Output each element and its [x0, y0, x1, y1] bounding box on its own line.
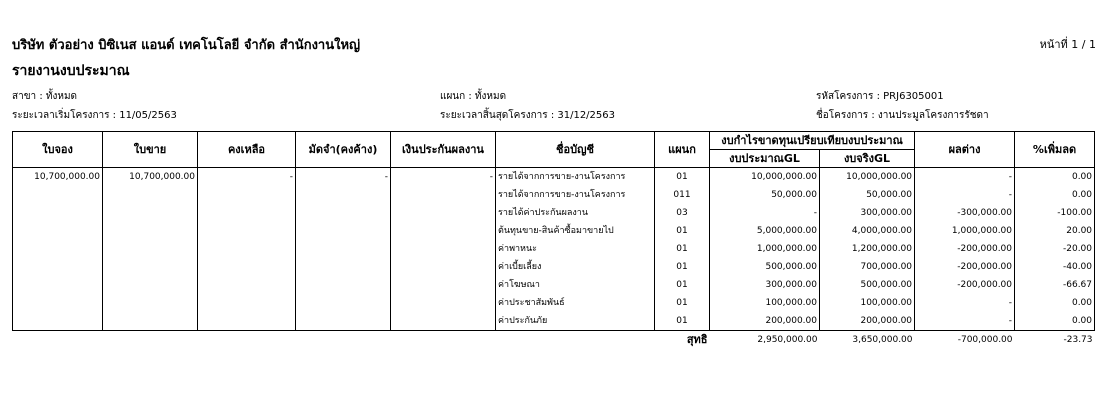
col-header-budget-gl: งบประมาณGL [710, 150, 820, 168]
account-name-cell: ค่าประชาสัมพันธ์ [496, 294, 655, 312]
dept-cell: 01 [655, 312, 710, 331]
actual-gl-cell: 200,000.00 [820, 312, 915, 331]
diff-cell: -200,000.00 [915, 258, 1015, 276]
guarantee-cell [391, 222, 496, 240]
pct-cell: -40.00 [1015, 258, 1095, 276]
budget-gl-cell: 300,000.00 [710, 276, 820, 294]
dept-cell: 03 [655, 204, 710, 222]
dept-cell: 01 [655, 222, 710, 240]
sale-cell [103, 186, 198, 204]
booking-cell [13, 186, 103, 204]
budget-gl-cell: 100,000.00 [710, 294, 820, 312]
diff-cell: 1,000,000.00 [915, 222, 1015, 240]
actual-gl-cell: 300,000.00 [820, 204, 915, 222]
dept-cell: 011 [655, 186, 710, 204]
totals-budget: 2,950,000.00 [757, 335, 818, 345]
remaining-cell [198, 186, 296, 204]
sale-cell [103, 312, 198, 331]
diff-cell: -200,000.00 [915, 240, 1015, 258]
pct-cell: 0.00 [1015, 312, 1095, 331]
actual-gl-cell: 1,200,000.00 [820, 240, 915, 258]
remaining-cell [198, 240, 296, 258]
remaining-cell: - [198, 168, 296, 187]
dept-cell: 01 [655, 258, 710, 276]
sale-cell [103, 240, 198, 258]
table-row [13, 204, 1095, 222]
actual-gl-cell: 4,000,000.00 [820, 222, 915, 240]
booking-cell [13, 276, 103, 294]
deposit-cell [296, 258, 391, 276]
deposit-cell [296, 204, 391, 222]
budget-gl-cell: - [710, 204, 820, 222]
table-row [13, 222, 1095, 240]
pct-cell: 0.00 [1015, 186, 1095, 204]
booking-cell: 10,700,000.00 [13, 168, 103, 187]
col-header-booking: ใบจอง [13, 132, 103, 168]
project-start-date: ระยะเวลาเริ่มโครงการ : 11/05/2563 [12, 110, 177, 121]
col-header-pct: %เพิ่มลด [1015, 132, 1095, 168]
diff-cell: - [915, 186, 1015, 204]
col-header-diff: ผลต่าง [915, 132, 1015, 168]
department-filter: แผนก : ทั้งหมด [440, 91, 507, 102]
actual-gl-cell: 700,000.00 [820, 258, 915, 276]
pct-cell: 0.00 [1015, 294, 1095, 312]
actual-gl-cell: 500,000.00 [820, 276, 915, 294]
remaining-cell [198, 294, 296, 312]
remaining-cell [198, 222, 296, 240]
account-name-cell: รายได้จากการขาย-งานโครงการ [496, 186, 655, 204]
col-header-actual-gl: งบจริงGL [820, 150, 915, 168]
actual-gl-cell: 10,000,000.00 [820, 168, 915, 187]
guarantee-cell [391, 240, 496, 258]
diff-cell: - [915, 294, 1015, 312]
account-name-cell: ค่าพาหนะ [496, 240, 655, 258]
booking-cell [13, 204, 103, 222]
branch-filter: สาขา : ทั้งหมด [12, 91, 78, 102]
budget-gl-cell: 10,000,000.00 [710, 168, 820, 187]
budget-gl-cell: 500,000.00 [710, 258, 820, 276]
budget-report-table [12, 131, 1095, 349]
project-code: รหัสโครงการ : PRJ6305001 [816, 91, 944, 102]
budget-gl-cell: 5,000,000.00 [710, 222, 820, 240]
deposit-cell [296, 222, 391, 240]
account-name-cell: รายได้จากการขาย-งานโครงการ [496, 168, 655, 187]
budget-gl-cell: 1,000,000.00 [710, 240, 820, 258]
table-row [13, 168, 1095, 187]
table-row [13, 258, 1095, 276]
deposit-cell [296, 294, 391, 312]
account-name-cell: ค่าโฆษณา [496, 276, 655, 294]
dept-cell: 01 [655, 168, 710, 187]
dept-cell: 01 [655, 276, 710, 294]
totals-pct: -23.73 [1063, 335, 1093, 345]
dept-cell: 01 [655, 294, 710, 312]
pct-cell: 0.00 [1015, 168, 1095, 187]
col-header-remaining: คงเหลือ [198, 132, 296, 168]
actual-gl-cell: 50,000.00 [820, 186, 915, 204]
account-name-cell: ค่าประกันภัย [496, 312, 655, 331]
remaining-cell [198, 204, 296, 222]
totals-label: สุทธิ [686, 333, 708, 346]
totals-actual: 3,650,000.00 [852, 335, 913, 345]
guarantee-cell [391, 312, 496, 331]
remaining-cell [198, 258, 296, 276]
guarantee-cell [391, 294, 496, 312]
diff-cell: -200,000.00 [915, 276, 1015, 294]
totals-diff: -700,000.00 [957, 335, 1013, 345]
table-row [13, 294, 1095, 312]
totals-row [13, 331, 1095, 350]
booking-cell [13, 258, 103, 276]
pct-cell: -20.00 [1015, 240, 1095, 258]
actual-gl-cell: 100,000.00 [820, 294, 915, 312]
sale-cell [103, 204, 198, 222]
booking-cell [13, 294, 103, 312]
sale-cell: 10,700,000.00 [103, 168, 198, 187]
company-name: บริษัท ตัวอย่าง บิซิเนส แอนด์ เทคโนโลยี จำกัด สำนักงานใหญ่ [12, 38, 361, 53]
project-name: ชื่อโครงการ : งานประมูลโครงการรัชดา [816, 110, 989, 121]
dept-cell: 01 [655, 240, 710, 258]
remaining-cell [198, 312, 296, 331]
deposit-cell: - [296, 168, 391, 187]
booking-cell [13, 240, 103, 258]
guarantee-cell [391, 186, 496, 204]
pct-cell: -66.67 [1015, 276, 1095, 294]
guarantee-cell: - [391, 168, 496, 187]
report-title: รายงานงบประมาณ [12, 63, 130, 79]
table-row [13, 312, 1095, 331]
page-number: หน้าที่ 1 / 1 [1039, 38, 1096, 51]
table-row [13, 240, 1095, 258]
col-header-deposit: มัดจำ(คงค้าง) [296, 132, 391, 168]
table-row [13, 186, 1095, 204]
account-name-cell: ต้นทุนขาย-สินค้าซื้อมาขายไป [496, 222, 655, 240]
diff-cell: - [915, 312, 1015, 331]
col-header-group: งบกำไรขาดทุนเปรียบเทียบงบประมาณ [710, 132, 915, 150]
diff-cell: -300,000.00 [915, 204, 1015, 222]
guarantee-cell [391, 204, 496, 222]
col-header-dept: แผนก [655, 132, 710, 168]
sale-cell [103, 222, 198, 240]
sale-cell [103, 276, 198, 294]
col-header-sale: ใบขาย [103, 132, 198, 168]
table-row [13, 276, 1095, 294]
budget-gl-cell: 50,000.00 [710, 186, 820, 204]
guarantee-cell [391, 258, 496, 276]
col-header-guarantee: เงินประกันผลงาน [391, 132, 496, 168]
deposit-cell [296, 186, 391, 204]
deposit-cell [296, 240, 391, 258]
budget-gl-cell: 200,000.00 [710, 312, 820, 331]
diff-cell: - [915, 168, 1015, 187]
booking-cell [13, 222, 103, 240]
remaining-cell [198, 276, 296, 294]
sale-cell [103, 258, 198, 276]
pct-cell: -100.00 [1015, 204, 1095, 222]
project-end-date: ระยะเวลาสิ้นสุดโครงการ : 31/12/2563 [440, 110, 616, 121]
booking-cell [13, 312, 103, 331]
col-header-account: ชื่อบัญชี [496, 132, 655, 168]
deposit-cell [296, 276, 391, 294]
sale-cell [103, 294, 198, 312]
account-name-cell: ค่าเบี้ยเลี้ยง [496, 258, 655, 276]
account-name-cell: รายได้ค่าประกันผลงาน [496, 204, 655, 222]
deposit-cell [296, 312, 391, 331]
pct-cell: 20.00 [1015, 222, 1095, 240]
guarantee-cell [391, 276, 496, 294]
